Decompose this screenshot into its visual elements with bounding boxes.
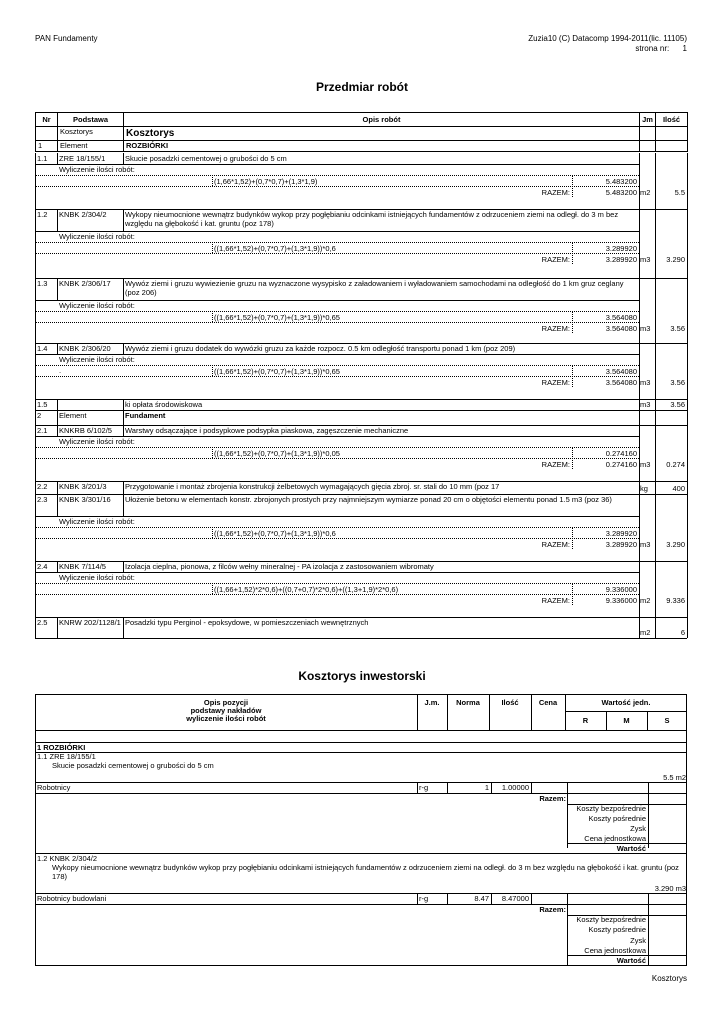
row-ilosc: 5.5 bbox=[674, 188, 685, 197]
row-nr: 2.1 bbox=[37, 426, 48, 435]
row-jm: m3 bbox=[640, 324, 651, 333]
inw-p12-code: 1.2 KNBK 2/304/2 bbox=[37, 854, 98, 863]
row-podstawa: KNBK 3/301/16 bbox=[59, 495, 111, 504]
table-row: Kosztorys Kosztorys bbox=[36, 127, 688, 141]
calc-value: 0.274160 bbox=[605, 449, 637, 458]
razem-value: 3.564080 bbox=[605, 324, 637, 333]
inw-h-norma: Norma bbox=[456, 698, 480, 707]
row-nr: 1.5 bbox=[37, 400, 48, 409]
inw-p11-code: 1.1 ZRE 18/155/1 bbox=[37, 752, 96, 761]
table-header-row bbox=[36, 113, 688, 127]
row-podstawa: KNBK 2/304/2 bbox=[59, 210, 107, 219]
row-nr: 2.3 bbox=[37, 495, 48, 504]
inw-p12-desc: Wykopy nieumocnione wewnątrz budynków wykop przy pogłębianiu odcinkami istniejących fundamentów z odrzuceniem ziemi na odległ. do 3 m bez względu na głębokość i kat. gruntu (poz 178) bbox=[52, 863, 679, 881]
row-opis: Wykopy nieumocnione wewnątrz budynków wykop przy pogłębianiu odcinkami istniejących fundamentów z odrzuceniem ziemi na odległ. do 3 m bez względu na głębokość i kat. gruntu (poz 178) bbox=[125, 210, 619, 228]
razem-value: 9.336000 bbox=[605, 596, 637, 605]
inw-h-wartosc: Wartość jedn. bbox=[601, 698, 651, 707]
inw-p11-cj: Cena jednostkowa bbox=[584, 834, 646, 843]
calc-formula: ((1,66*1,52)+(0,7*0,7)+(1,3*1,9))*0,05 bbox=[214, 449, 340, 458]
inw-p12-norma: 8.47 bbox=[474, 894, 489, 903]
row-jm: m3 bbox=[640, 400, 651, 409]
row-ilosc: 3.290 bbox=[666, 540, 685, 549]
row-ilosc: 3.56 bbox=[670, 324, 685, 333]
calc-value: 5.483200 bbox=[605, 177, 637, 186]
row-ilosc: 3.56 bbox=[670, 400, 685, 409]
razem-label: RAZEM: bbox=[541, 596, 570, 605]
inw-section-1: 1 ROZBIÓRKI bbox=[37, 743, 86, 752]
row-opis: Warstwy odsączające i podsypkowe podsypka piaskowa, zagęszczenie mechaniczne bbox=[125, 426, 409, 435]
calc-label: Wyliczenie ilości robót: bbox=[59, 232, 135, 241]
inw-p11-jm: r-g bbox=[419, 783, 429, 792]
row-nr: 1.1 bbox=[37, 154, 48, 163]
row-nr: 1.3 bbox=[37, 279, 48, 288]
row-ilosc: 3.290 bbox=[666, 255, 685, 264]
col-nr: Nr bbox=[36, 113, 58, 127]
row-nr: 2 bbox=[37, 411, 42, 420]
col-opis: Opis robót bbox=[124, 113, 640, 127]
row-podstawa: ZRE 18/155/1 bbox=[59, 154, 106, 163]
calc-label: Wyliczenie ilości robót: bbox=[59, 165, 135, 174]
inw-p11-ilosc: 1.00000 bbox=[501, 783, 529, 792]
row-jm: m2 bbox=[640, 628, 651, 637]
calc-value: 3.564080 bbox=[605, 367, 637, 376]
inw-p12-razem: Razem: bbox=[539, 905, 566, 914]
row-jm: m3 bbox=[640, 540, 651, 549]
razem-value: 3.564080 bbox=[605, 378, 637, 387]
inw-p11-desc: Skucie posadzki cementowej o grubości do 5 cm bbox=[52, 761, 214, 770]
page-number: 1 bbox=[682, 44, 687, 53]
calc-value: 3.289920 bbox=[605, 529, 637, 538]
razem-label: RAZEM: bbox=[541, 324, 570, 333]
row-nr: 2.5 bbox=[37, 618, 48, 627]
calc-label: Wyliczenie ilości robót: bbox=[59, 355, 135, 364]
calc-formula: ((1,66*1,52)+(0,7*0,7)+(1,3*1,9))*0,65 bbox=[214, 313, 340, 322]
inw-p11-res: Robotnicy bbox=[37, 783, 71, 792]
razem-label: RAZEM: bbox=[541, 255, 570, 264]
row-nr: 1.4 bbox=[37, 344, 48, 353]
page-label: strona nr: bbox=[635, 44, 670, 53]
col-podstawa: Podstawa bbox=[58, 113, 124, 127]
inw-h-opis3: wyliczenie ilości robót bbox=[186, 714, 266, 723]
row-opis: Skucie posadzki cementowej o grubości do 5 cm bbox=[125, 154, 287, 163]
header-page bbox=[635, 44, 687, 54]
inw-p12-kb: Koszty bezpośrednie bbox=[576, 915, 646, 924]
calc-label: Wyliczenie ilości robót: bbox=[59, 301, 135, 310]
calc-value: 3.289920 bbox=[605, 244, 637, 253]
footer-label: Kosztorys bbox=[651, 974, 687, 983]
inw-h-jm: J.m. bbox=[424, 698, 440, 707]
przedmiar-title: Przedmiar robót bbox=[315, 80, 408, 94]
inw-p12-wart: Wartość bbox=[616, 956, 646, 965]
inw-p11-norma: 1 bbox=[484, 783, 489, 792]
inw-h-s: S bbox=[664, 716, 670, 725]
row-podstawa: KNKRB 6/102/5 bbox=[59, 426, 112, 435]
inw-p12-cj: Cena jednostkowa bbox=[584, 946, 646, 955]
razem-value: 5.483200 bbox=[605, 188, 637, 197]
row-opis: Wywóz ziemi i gruzu wywiezienie gruzu na wyznaczone wysypisko z załadowaniem i wyładowaniem samochodami na odległość do 1 km gruz ceglany (poz 206) bbox=[125, 279, 624, 297]
row-nr: 2.4 bbox=[37, 562, 48, 571]
row-opis: Posadzki typu Perginol - epoksydowe, w pomieszczeniach wewnętrznych bbox=[125, 618, 369, 627]
inw-p12-res: Robotnicy budowlani bbox=[37, 894, 107, 903]
calc-formula: ((1,66*1,52)+(0,7*0,7)+(1,3*1,9))*0,6 bbox=[214, 529, 336, 538]
inw-h-m: M bbox=[623, 716, 630, 725]
row-ilosc: 400 bbox=[672, 484, 685, 493]
inw-h-opis1: Opis pozycji bbox=[203, 698, 249, 707]
razem-label: RAZEM: bbox=[541, 460, 570, 469]
row-opis: Fundament bbox=[125, 411, 166, 420]
row-jm: kg bbox=[640, 484, 648, 493]
header-software: Zuzia10 (C) Datacomp 1994-2011(lic. 11105) bbox=[528, 34, 687, 43]
inw-p11-kb: Koszty bezpośrednie bbox=[576, 804, 646, 813]
inw-p11-wart: Wartość bbox=[616, 844, 646, 853]
row-opis: Ułożenie betonu w elementach konstr. zbrojonych prostych przy najmniejszym wymiarze ponad 20 cm o objętości elementu ponad 1.5 m3 (poz 36) bbox=[125, 495, 612, 504]
calc-lead: . bbox=[59, 366, 62, 375]
row-opis: Izolacja cieplna, pionowa, z filców wełny mineralnej - PA izolacja z zastosowaniem wibromaty bbox=[125, 562, 434, 571]
inw-p12-ilosc: 8.47000 bbox=[501, 894, 529, 903]
row-jm: m2 bbox=[640, 596, 651, 605]
row-ilosc: 9.336 bbox=[666, 596, 685, 605]
row-ilosc: 0.274 bbox=[666, 460, 685, 469]
calc-label: Wyliczenie ilości robót: bbox=[59, 573, 135, 582]
row-podstawa: KNBK 3/201/3 bbox=[59, 482, 107, 491]
row-jm: m3 bbox=[640, 378, 651, 387]
inw-h-cena: Cena bbox=[538, 698, 558, 707]
row-ilosc: 3.56 bbox=[670, 378, 685, 387]
razem-label: RAZEM: bbox=[541, 188, 570, 197]
inw-p12-zysk: Zysk bbox=[630, 936, 646, 945]
inw-h-ilosc: Ilość bbox=[501, 698, 519, 707]
row-jm: m3 bbox=[640, 255, 651, 264]
row-podstawa: KNBK 2/306/17 bbox=[59, 279, 111, 288]
inw-h-r: R bbox=[582, 716, 589, 725]
inw-p11-qty: 5.5 m2 bbox=[663, 773, 686, 782]
row-ilosc: 6 bbox=[680, 628, 685, 637]
calc-value: 3.564080 bbox=[605, 313, 637, 322]
row-podstawa: KNBK 7/114/5 bbox=[59, 562, 106, 571]
inw-header bbox=[35, 694, 687, 731]
inw-p12-jm: r-g bbox=[419, 894, 429, 903]
col-ilosc: Ilość bbox=[656, 113, 688, 127]
inw-h-opis2: podstawy nakładów bbox=[190, 706, 262, 715]
calc-label: Wyliczenie ilości robót: bbox=[59, 517, 135, 526]
row-podstawa: Element bbox=[59, 411, 87, 420]
calc-formula: ((1,66+1,52)*2*0,6)+((0,7+0,7)*2*0,6)+((1,3+1,9)*2*0,6) bbox=[214, 585, 399, 594]
row-opis: Wywóz ziemi i gruzu dodatek do wywózki gruzu za każde rozpocz. 0.5 km odległość transportu ponad 1 km (poz 209) bbox=[125, 344, 516, 353]
razem-value: 3.289920 bbox=[605, 540, 637, 549]
row-podstawa: KNRW 202/1128/1 bbox=[59, 618, 121, 627]
kosztorys-title: Kosztorys inwestorski bbox=[298, 669, 426, 683]
header-company: PAN Fundamenty bbox=[35, 34, 98, 43]
calc-formula: ((1,66*1,52)+(0,7*0,7)+(1,3*1,9))*0,65 bbox=[214, 367, 340, 376]
razem-label: RAZEM: bbox=[541, 378, 570, 387]
razem-value: 0.274160 bbox=[605, 460, 637, 469]
row-podstawa: KNBK 2/306/20 bbox=[59, 344, 111, 353]
row-jm: m3 bbox=[640, 460, 651, 469]
inw-p11-razem: Razem: bbox=[539, 794, 566, 803]
inw-p12-qty: 3.290 m3 bbox=[654, 884, 686, 893]
calc-formula: (1,66*1,52)+(0,7*0,7)+(1,3*1,9) bbox=[214, 177, 318, 186]
row-nr: 1.2 bbox=[37, 210, 48, 219]
inw-p11-kp: Koszty pośrednie bbox=[588, 814, 646, 823]
table-row: 1 Element ROZBIÓRKI bbox=[36, 141, 688, 152]
calc-formula: ((1,66*1,52)+(0,7*0,7)+(1,3*1,9))*0,6 bbox=[214, 244, 336, 253]
calc-label: Wyliczenie ilości robót: bbox=[59, 437, 135, 446]
razem-value: 3.289920 bbox=[605, 255, 637, 264]
row-opis: ki opłata środowiskowa bbox=[125, 400, 203, 409]
row-nr: 2.2 bbox=[37, 482, 48, 491]
row-opis: Przygotowanie i montaż zbrojenia konstrukcji żelbetowych wymagających gięcia zbroj. sr. stali do 10 mm (poz 17 bbox=[125, 482, 500, 491]
row-jm: m2 bbox=[640, 188, 651, 197]
col-jm: Jm bbox=[640, 113, 656, 127]
inw-p11-zysk: Zysk bbox=[630, 824, 646, 833]
inw-p12-kp: Koszty pośrednie bbox=[588, 925, 646, 934]
przedmiar-table bbox=[35, 112, 688, 152]
calc-value: 9.336000 bbox=[605, 585, 637, 594]
razem-label: RAZEM: bbox=[541, 540, 570, 549]
